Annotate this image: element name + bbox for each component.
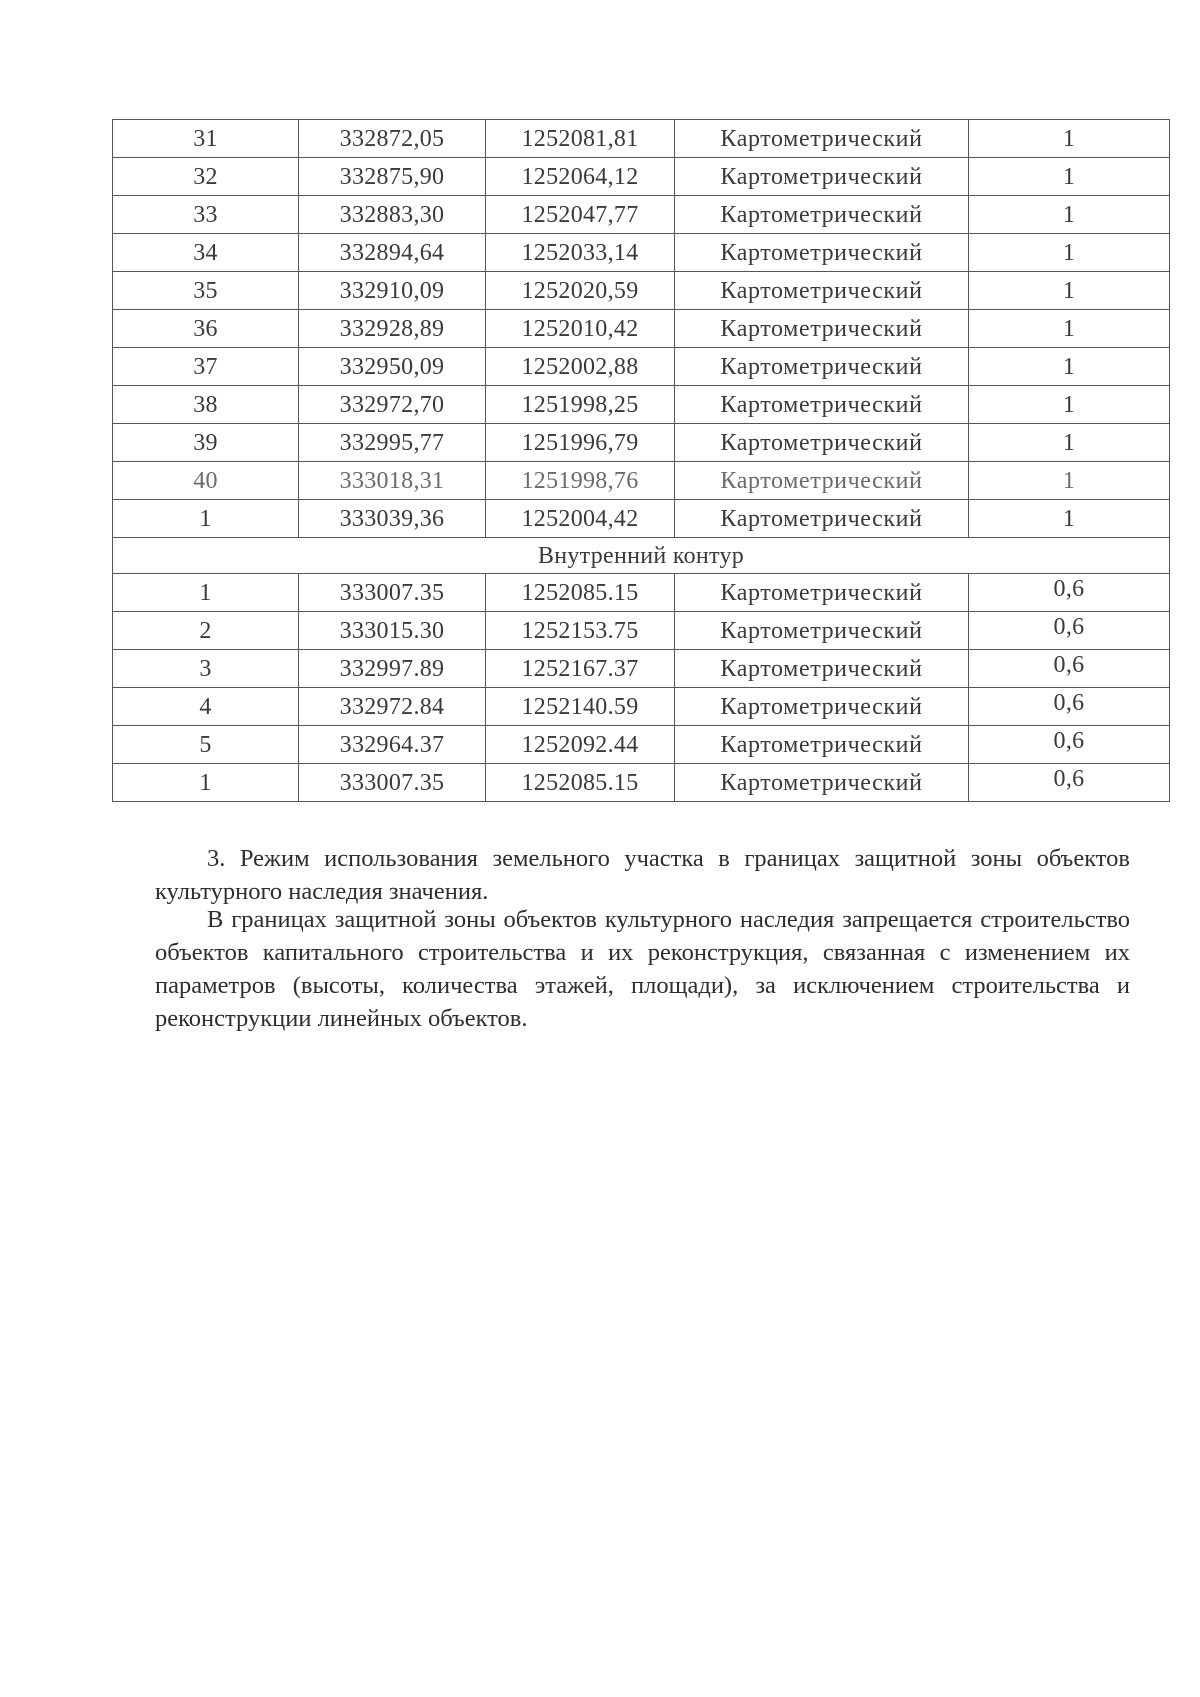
coord-y: 1252002,88 <box>486 348 675 386</box>
coord-x: 332972,70 <box>299 386 486 424</box>
table-row <box>113 386 1170 424</box>
method: Картометрический <box>675 574 969 612</box>
accuracy: 1 <box>969 500 1170 538</box>
paragraph-section-3: 3. Режим использования земельного участка в границах защитной зоны объектов культурного наследия значения. <box>155 845 1130 905</box>
method: Картометрический <box>675 424 969 462</box>
coord-y: 1252010,42 <box>486 310 675 348</box>
section-label: Внутренний контур <box>113 538 1170 574</box>
coord-x: 332883,30 <box>299 196 486 234</box>
point-number: 31 <box>113 120 299 158</box>
point-number: 32 <box>113 158 299 196</box>
point-number: 3 <box>113 650 299 688</box>
coord-y: 1252047,77 <box>486 196 675 234</box>
method: Картометрический <box>675 386 969 424</box>
table-row <box>113 688 1170 726</box>
table-row <box>113 764 1170 802</box>
accuracy: 1 <box>969 272 1170 310</box>
table-row <box>113 348 1170 386</box>
method: Картометрический <box>675 462 969 500</box>
point-number: 1 <box>113 500 299 538</box>
point-number: 40 <box>113 462 299 500</box>
coord-x: 332875,90 <box>299 158 486 196</box>
accuracy: 0,6 <box>969 688 1170 726</box>
accuracy: 1 <box>969 120 1170 158</box>
method: Картометрический <box>675 234 969 272</box>
coord-x: 333018,31 <box>299 462 486 500</box>
table-row <box>113 500 1170 538</box>
method: Картометрический <box>675 272 969 310</box>
coordinates-table <box>112 119 1170 802</box>
accuracy: 0,6 <box>969 650 1170 688</box>
coord-x: 333007.35 <box>299 574 486 612</box>
method: Картометрический <box>675 196 969 234</box>
coord-y: 1252081,81 <box>486 120 675 158</box>
accuracy: 1 <box>969 196 1170 234</box>
coord-x: 332910,09 <box>299 272 486 310</box>
table-row <box>113 650 1170 688</box>
coord-y: 1252085.15 <box>486 574 675 612</box>
table-row <box>113 272 1170 310</box>
point-number: 37 <box>113 348 299 386</box>
method: Картометрический <box>675 612 969 650</box>
coord-x: 333039,36 <box>299 500 486 538</box>
point-number: 5 <box>113 726 299 764</box>
section-3-block <box>155 842 1130 908</box>
coord-y: 1252033,14 <box>486 234 675 272</box>
table-row <box>113 310 1170 348</box>
method: Картометрический <box>675 120 969 158</box>
coord-y: 1252153.75 <box>486 612 675 650</box>
coord-x: 332997.89 <box>299 650 486 688</box>
coord-y: 1252085.15 <box>486 764 675 802</box>
paragraph-restrictions: В границах защитной зоны объектов культурного наследия запрещается строительство объектов капитального строительства и их реконструкция, связанная с изменением их параметров (высоты, количества этажей, площади), за исключением строительства и реконструкции линейных объектов. <box>155 906 1130 1032</box>
point-number: 34 <box>113 234 299 272</box>
point-number: 39 <box>113 424 299 462</box>
coord-y: 1252020,59 <box>486 272 675 310</box>
table-row <box>113 726 1170 764</box>
method: Картометрический <box>675 688 969 726</box>
accuracy: 0,6 <box>969 574 1170 612</box>
coord-x: 333015.30 <box>299 612 486 650</box>
accuracy: 0,6 <box>969 726 1170 764</box>
point-number: 38 <box>113 386 299 424</box>
coord-y: 1252064,12 <box>486 158 675 196</box>
coord-y: 1252140.59 <box>486 688 675 726</box>
coord-y: 1251998,76 <box>486 462 675 500</box>
coord-y: 1252092.44 <box>486 726 675 764</box>
point-number: 35 <box>113 272 299 310</box>
accuracy: 1 <box>969 424 1170 462</box>
method: Картометрический <box>675 650 969 688</box>
coord-x: 332872,05 <box>299 120 486 158</box>
method: Картометрический <box>675 764 969 802</box>
table-row <box>113 234 1170 272</box>
method: Картометрический <box>675 348 969 386</box>
point-number: 2 <box>113 612 299 650</box>
coord-x: 332972.84 <box>299 688 486 726</box>
table-row <box>113 158 1170 196</box>
accuracy: 0,6 <box>969 764 1170 802</box>
accuracy: 1 <box>969 310 1170 348</box>
restriction-block <box>155 903 1130 1035</box>
point-number: 4 <box>113 688 299 726</box>
point-number: 33 <box>113 196 299 234</box>
accuracy: 0,6 <box>969 612 1170 650</box>
coord-x: 332995,77 <box>299 424 486 462</box>
method: Картометрический <box>675 158 969 196</box>
accuracy: 1 <box>969 158 1170 196</box>
section-header-row <box>113 538 1170 574</box>
point-number: 1 <box>113 574 299 612</box>
table-row <box>113 574 1170 612</box>
coord-x: 332964.37 <box>299 726 486 764</box>
accuracy: 1 <box>969 386 1170 424</box>
point-number: 36 <box>113 310 299 348</box>
accuracy: 1 <box>969 462 1170 500</box>
coord-x: 332950,09 <box>299 348 486 386</box>
table-row <box>113 424 1170 462</box>
accuracy: 1 <box>969 234 1170 272</box>
coord-x: 332894,64 <box>299 234 486 272</box>
accuracy: 1 <box>969 348 1170 386</box>
table-row <box>113 462 1170 500</box>
method: Картометрический <box>675 500 969 538</box>
coord-y: 1252167.37 <box>486 650 675 688</box>
coord-y: 1251996,79 <box>486 424 675 462</box>
coord-y: 1251998,25 <box>486 386 675 424</box>
table-row <box>113 196 1170 234</box>
coord-x: 333007.35 <box>299 764 486 802</box>
table-row <box>113 612 1170 650</box>
coord-x: 332928,89 <box>299 310 486 348</box>
point-number: 1 <box>113 764 299 802</box>
coord-y: 1252004,42 <box>486 500 675 538</box>
method: Картометрический <box>675 310 969 348</box>
table-row <box>113 120 1170 158</box>
method: Картометрический <box>675 726 969 764</box>
